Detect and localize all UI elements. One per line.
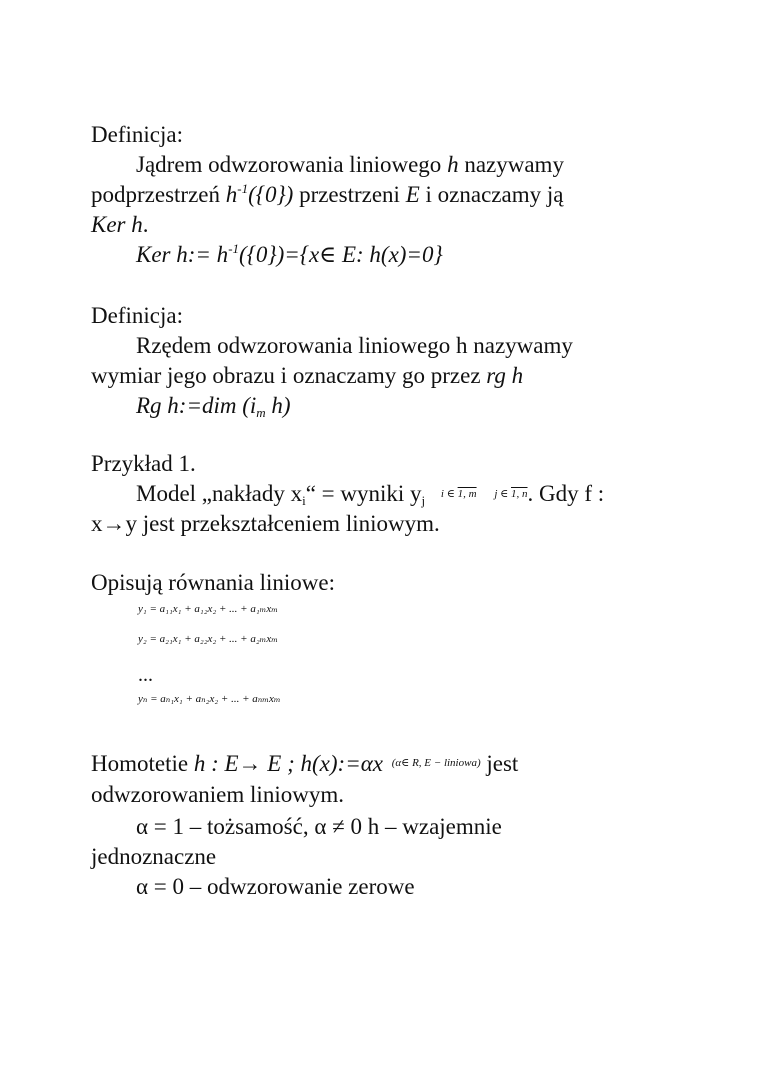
homothety-line-5: α = 0 – odwzorowanie zerowe <box>136 874 415 899</box>
kernel-formula: Ker h:= $h^{-1}(\{0\})=\{x\in$ E: h(x)=0} <box>136 241 443 267</box>
definition-heading-kernel: Definicja: <box>91 122 183 147</box>
equation-row-n: yₙ = aₙ₁x₁ + aₙ₂x₂ + ... + aₙₘxₘ <box>138 693 281 705</box>
homothety-line-1: Homotetie h : E→ E ; h(x):=αx $^{(\alpha\in R, E - liniowa)}$ jest <box>91 751 519 776</box>
definition-heading-rank: Definicja: <box>91 303 183 328</box>
rank-formula: Rg h:=dim ($i_m$ h) <box>136 393 291 420</box>
equation-row-2: y₂ = a₂₁x₁ + a₂₂x₂ + ... + a₂ₘxₘ <box>138 633 279 645</box>
rank-definition-line-1: Rzędem odwzorowania liniowego h nazywamy <box>136 333 573 358</box>
equation-row-1: y₁ = a₁₁x₁ + a₁₂x₂ + ... + a₁ₘxₘ <box>138 603 279 615</box>
homothety-line-3: α = 1 – tożsamość, α ≠ 0 h – wzajemnie <box>136 814 502 839</box>
example-line-2: x→y jest przekształceniem liniowym. <box>91 511 440 536</box>
rank-definition-line-2: wymiar jego obrazu i oznaczamy go przez rg h <box>91 363 524 388</box>
example-heading: Przykład 1. <box>91 451 196 476</box>
kernel-definition-line-2: podprzestrzeń $h^{-1}(\{0\})$ przestrzeni E i oznaczamy ją <box>91 181 564 207</box>
example-line-1: Model „nakłady $x_i“$ = wyniki $y_j$ i ∈ 1, m j ∈ 1, n. Gdy f : <box>136 481 605 508</box>
equations-heading: Opisują równania liniowe: <box>91 570 336 595</box>
kernel-definition-line-1: Jądrem odwzorowania liniowego h nazywamy <box>136 152 564 177</box>
kernel-definition-line-3: Ker h. <box>91 212 149 237</box>
homothety-line-4: jednoznaczne <box>91 844 217 869</box>
equation-row-ellipsis: ... <box>138 664 153 686</box>
homothety-line-2: odwzorowaniem liniowym. <box>91 782 344 807</box>
